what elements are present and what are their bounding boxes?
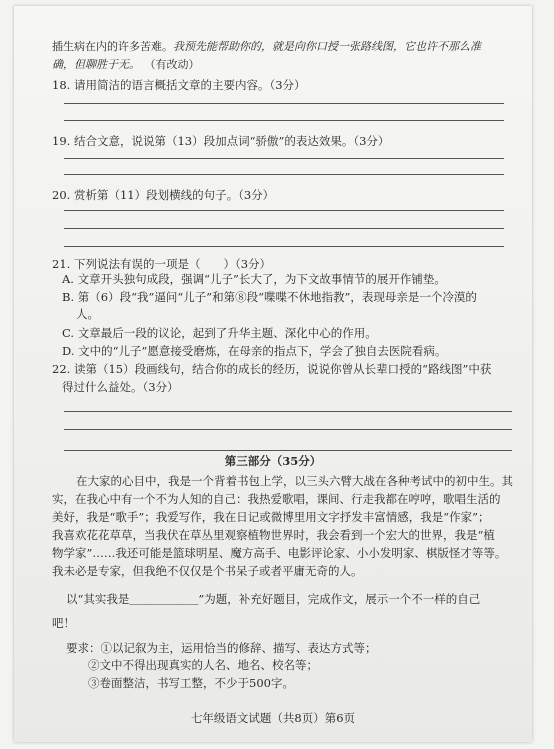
page-footer: 七年级语文试题（共8页）第6页 [190, 711, 356, 725]
answer-line[interactable] [64, 450, 512, 451]
essay-paragraph-line: 我喜欢花花草草，当我伏在草丛里观察植物世界时，我会看到一个宏大的世界，我是“植 [52, 528, 495, 542]
part-3-heading: 第三部分（35分） [224, 454, 322, 468]
question-20: 20. 赏析第（11）段划横线的句子。（3分） [52, 188, 275, 202]
answer-line[interactable] [64, 120, 504, 121]
requirement-2: ②文中不得出现真实的人名、地名、校名等； [88, 658, 318, 672]
q21-option-c[interactable]: C. 文章最后一段的议论，起到了升华主题、深化中心的作用。 [62, 326, 377, 340]
answer-line[interactable] [64, 429, 512, 430]
essay-prompt-line-1: 以“其实我是＿＿＿＿＿＿”为题，补充好题目，完成作文，展示一个不一样的自己 [66, 592, 481, 606]
essay-paragraph-line: 我未必是专家，但我绝不仅仅是个书呆子或者平庸无奇的人。 [52, 564, 363, 578]
note-line-2 [52, 58, 200, 72]
note-line-1-italic: 我预先能帮助你的，就是向你口授一张路线图，它也许不那么准 [173, 40, 481, 53]
requirement-3: ③卷面整洁，书写工整，不少于500字。 [88, 676, 294, 690]
answer-line[interactable] [64, 158, 504, 159]
question-22-line-2: 得过什么益处。（3分） [62, 380, 179, 394]
answer-line[interactable] [64, 210, 504, 211]
note-line-2-italic: 确，但聊胜于无。 [52, 58, 140, 71]
essay-paragraph-line: 在大家的心目中，我是一个背着书包上学，以三头六臂大战在各种考试中的初中生。其 [76, 474, 513, 488]
note-source-tag: （有改动） [150, 58, 200, 71]
answer-line[interactable] [64, 411, 512, 412]
question-19: 19. 结合文意，说说第（13）段加点词“骄傲”的表达效果。（3分） [52, 134, 390, 148]
essay-paragraph-line: 美好，我是“歌手”；我爱写作，我在日记或微博里用文字抒发丰富情感，我是“作家”； [52, 510, 490, 524]
essay-paragraph-line: 物学家”……我还可能是篮球明星、魔方高手、电影评论家、小小发明家、棋版怪才等等。 [52, 546, 507, 560]
q21-option-d[interactable]: D. 文中的“儿子”愿意接受磨炼，在母亲的指点下，学会了独自去医院看病。 [62, 344, 447, 358]
answer-line[interactable] [64, 174, 504, 175]
exam-page [14, 6, 532, 742]
question-21: 21. 下列说法有误的一项是（ ）（3分） [52, 257, 272, 271]
q21-option-a[interactable]: A. 文章开头独句成段，强调“儿子”长大了，为下文故事情节的展开作铺垫。 [62, 272, 446, 286]
q21-option-b-cont: 人。 [76, 307, 99, 321]
question-22-line-1: 22. 读第（15）段画线句，结合你的成长的经历，说说你曾从长辈口授的“路线图”中获 [52, 362, 492, 376]
answer-line[interactable] [64, 103, 504, 104]
essay-paragraph-line: 实，在我心中有一个不为人知的自己：我热爱歌唱，课间、行走我都在哼哼，歌唱生活的 [52, 492, 501, 506]
requirement-1: 要求：①以记叙为主，运用恰当的修辞、描写、表达方式等； [66, 641, 377, 655]
answer-line[interactable] [64, 228, 504, 229]
q21-option-b[interactable]: B. 第（6）段“我”逼问“儿子”和第⑧段“喋喋不休地指教”，表现母亲是一个冷漠的 [62, 290, 477, 304]
note-line-1-plain: 插生病在内的许多苦难。 [52, 40, 173, 53]
essay-prompt-line-2: 吧！ [52, 616, 75, 630]
question-18: 18. 请用简洁的语言概括文章的主要内容。（3分） [52, 78, 306, 92]
answer-line[interactable] [64, 246, 504, 247]
note-line-1 [52, 40, 481, 54]
